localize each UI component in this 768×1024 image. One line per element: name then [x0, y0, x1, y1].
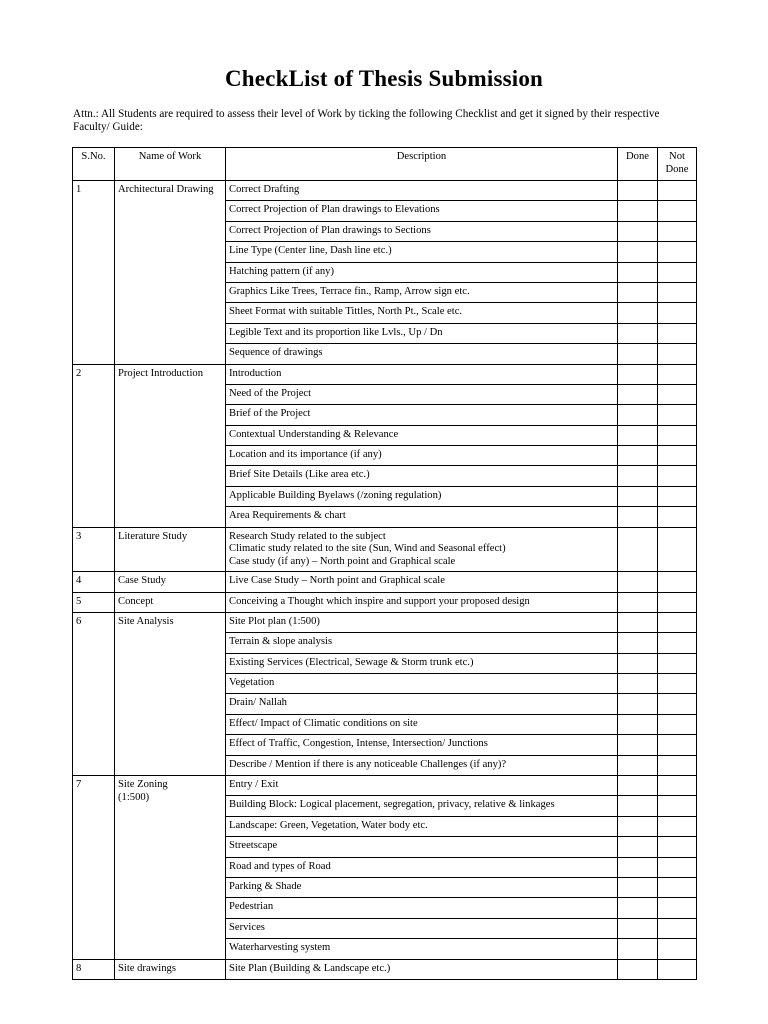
item-description: Waterharvesting system: [226, 939, 618, 959]
done-checkbox-cell[interactable]: [618, 755, 658, 775]
item-description: Location and its importance (if any): [226, 446, 618, 466]
done-checkbox-cell[interactable]: [618, 405, 658, 425]
page-title: CheckList of Thesis Submission: [224, 66, 544, 91]
not-done-checkbox-cell[interactable]: [658, 898, 697, 918]
checklist-body: [73, 181, 697, 980]
checklist-table: [72, 147, 697, 980]
not-done-checkbox-cell[interactable]: [658, 446, 697, 466]
not-done-checkbox-cell[interactable]: [658, 262, 697, 282]
done-checkbox-cell[interactable]: [618, 486, 658, 506]
item-description: Correct Drafting: [226, 181, 618, 201]
not-done-checkbox-cell[interactable]: [658, 425, 697, 445]
item-description: Terrain & slope analysis: [226, 633, 618, 653]
done-checkbox-cell[interactable]: [618, 572, 658, 592]
done-checkbox-cell[interactable]: [618, 653, 658, 673]
not-done-checkbox-cell[interactable]: [658, 694, 697, 714]
done-checkbox-cell[interactable]: [618, 857, 658, 877]
section-name: Site drawings: [115, 959, 226, 979]
not-done-checkbox-cell[interactable]: [658, 527, 697, 572]
item-description: Sequence of drawings: [226, 344, 618, 364]
not-done-checkbox-cell[interactable]: [658, 344, 697, 364]
done-checkbox-cell[interactable]: [618, 796, 658, 816]
table-row: [73, 612, 697, 632]
section-number: 2: [73, 364, 115, 527]
done-checkbox-cell[interactable]: [618, 323, 658, 343]
item-description: Sheet Format with suitable Tittles, North Pt., Scale etc.: [226, 303, 618, 323]
not-done-checkbox-cell[interactable]: [658, 282, 697, 302]
item-description: Research Study related to the subject Climatic study related to the site (Sun, Wind and Seasonal effect) Case study (if any) – North point and Graphical scale: [226, 527, 618, 572]
not-done-checkbox-cell[interactable]: [658, 221, 697, 241]
item-description: Parking & Shade: [226, 878, 618, 898]
not-done-checkbox-cell[interactable]: [658, 592, 697, 612]
done-checkbox-cell[interactable]: [618, 181, 658, 201]
not-done-checkbox-cell[interactable]: [658, 405, 697, 425]
done-checkbox-cell[interactable]: [618, 242, 658, 262]
done-checkbox-cell[interactable]: [618, 714, 658, 734]
not-done-checkbox-cell[interactable]: [658, 674, 697, 694]
table-row: [73, 181, 697, 201]
item-description: Live Case Study – North point and Graphical scale: [226, 572, 618, 592]
not-done-checkbox-cell[interactable]: [658, 959, 697, 979]
not-done-checkbox-cell[interactable]: [658, 633, 697, 653]
done-checkbox-cell[interactable]: [618, 878, 658, 898]
done-checkbox-cell[interactable]: [618, 303, 658, 323]
item-description: Building Block: Logical placement, segregation, privacy, relative & linkages: [226, 796, 618, 816]
done-checkbox-cell[interactable]: [618, 837, 658, 857]
not-done-checkbox-cell[interactable]: [658, 857, 697, 877]
not-done-checkbox-cell[interactable]: [658, 714, 697, 734]
not-done-checkbox-cell[interactable]: [658, 466, 697, 486]
table-row: [73, 572, 697, 592]
not-done-checkbox-cell[interactable]: [658, 323, 697, 343]
done-checkbox-cell[interactable]: [618, 735, 658, 755]
item-description: Services: [226, 918, 618, 938]
section-number: 1: [73, 181, 115, 365]
done-checkbox-cell[interactable]: [618, 918, 658, 938]
header-done: Done: [618, 148, 658, 181]
done-checkbox-cell[interactable]: [618, 201, 658, 221]
item-description: Describe / Mention if there is any noticeable Challenges (if any)?: [226, 755, 618, 775]
not-done-checkbox-cell[interactable]: [658, 735, 697, 755]
section-name: Architectural Drawing: [115, 181, 226, 365]
done-checkbox-cell[interactable]: [618, 221, 658, 241]
section-name: Site Analysis: [115, 612, 226, 775]
section-number: 3: [73, 527, 115, 572]
item-description: Landscape: Green, Vegetation, Water body etc.: [226, 816, 618, 836]
not-done-checkbox-cell[interactable]: [658, 776, 697, 796]
section-name: Literature Study: [115, 527, 226, 572]
header-sno: S.No.: [73, 148, 115, 181]
done-checkbox-cell[interactable]: [618, 446, 658, 466]
not-done-checkbox-cell[interactable]: [658, 303, 697, 323]
done-checkbox-cell[interactable]: [618, 898, 658, 918]
item-description: Line Type (Center line, Dash line etc.): [226, 242, 618, 262]
item-description: Streetscape: [226, 837, 618, 857]
done-checkbox-cell[interactable]: [618, 959, 658, 979]
item-description: Pedestrian: [226, 898, 618, 918]
item-description: Road and types of Road: [226, 857, 618, 877]
section-name: Concept: [115, 592, 226, 612]
not-done-checkbox-cell[interactable]: [658, 816, 697, 836]
section-name: Case Study: [115, 572, 226, 592]
done-checkbox-cell[interactable]: [618, 592, 658, 612]
item-description: Correct Projection of Plan drawings to Elevations: [226, 201, 618, 221]
section-name: Site Zoning (1:500): [115, 776, 226, 960]
item-description: Effect of Traffic, Congestion, Intense, Intersection/ Junctions: [226, 735, 618, 755]
not-done-checkbox-cell[interactable]: [658, 918, 697, 938]
table-header-row: [73, 148, 697, 181]
item-description: Applicable Building Byelaws (/zoning regulation): [226, 486, 618, 506]
header-description: Description: [226, 148, 618, 181]
section-number: 7: [73, 776, 115, 960]
done-checkbox-cell[interactable]: [618, 262, 658, 282]
item-description: Area Requirements & chart: [226, 507, 618, 527]
not-done-checkbox-cell[interactable]: [658, 796, 697, 816]
item-description: Contextual Understanding & Relevance: [226, 425, 618, 445]
item-description: Need of the Project: [226, 384, 618, 404]
done-checkbox-cell[interactable]: [618, 527, 658, 572]
item-description: Introduction: [226, 364, 618, 384]
done-checkbox-cell[interactable]: [618, 364, 658, 384]
item-description: Graphics Like Trees, Terrace fin., Ramp, Arrow sign etc.: [226, 282, 618, 302]
not-done-checkbox-cell[interactable]: [658, 612, 697, 632]
table-row: [73, 592, 697, 612]
section-number: 4: [73, 572, 115, 592]
not-done-checkbox-cell[interactable]: [658, 939, 697, 959]
item-description: Site Plot plan (1:500): [226, 612, 618, 632]
not-done-checkbox-cell[interactable]: [658, 201, 697, 221]
item-description: Existing Services (Electrical, Sewage & Storm trunk etc.): [226, 653, 618, 673]
not-done-checkbox-cell[interactable]: [658, 755, 697, 775]
not-done-checkbox-cell[interactable]: [658, 384, 697, 404]
item-description: Brief Site Details (Like area etc.): [226, 466, 618, 486]
item-description: Drain/ Nallah: [226, 694, 618, 714]
not-done-checkbox-cell[interactable]: [658, 507, 697, 527]
item-description: Effect/ Impact of Climatic conditions on site: [226, 714, 618, 734]
done-checkbox-cell[interactable]: [618, 466, 658, 486]
header-name-of-work: Name of Work: [115, 148, 226, 181]
item-description: Legible Text and its proportion like Lvls., Up / Dn: [226, 323, 618, 343]
done-checkbox-cell[interactable]: [618, 939, 658, 959]
done-checkbox-cell[interactable]: [618, 694, 658, 714]
item-description: Brief of the Project: [226, 405, 618, 425]
not-done-checkbox-cell[interactable]: [658, 653, 697, 673]
done-checkbox-cell[interactable]: [618, 384, 658, 404]
section-number: 6: [73, 612, 115, 775]
done-checkbox-cell[interactable]: [618, 612, 658, 632]
item-description: Site Plan (Building & Landscape etc.): [226, 959, 618, 979]
section-number: 8: [73, 959, 115, 979]
table-row: [73, 364, 697, 384]
section-number: 5: [73, 592, 115, 612]
item-description: Vegetation: [226, 674, 618, 694]
item-description: Hatching pattern (if any): [226, 262, 618, 282]
not-done-checkbox-cell[interactable]: [658, 181, 697, 201]
header-not-done: Not Done: [658, 148, 697, 181]
done-checkbox-cell[interactable]: [618, 425, 658, 445]
table-row: [73, 527, 697, 572]
not-done-checkbox-cell[interactable]: [658, 242, 697, 262]
done-checkbox-cell[interactable]: [618, 816, 658, 836]
item-description: Entry / Exit: [226, 776, 618, 796]
section-name: Project Introduction: [115, 364, 226, 527]
item-description: Correct Projection of Plan drawings to Sections: [226, 221, 618, 241]
not-done-checkbox-cell[interactable]: [658, 572, 697, 592]
not-done-checkbox-cell[interactable]: [658, 364, 697, 384]
not-done-checkbox-cell[interactable]: [658, 486, 697, 506]
table-row: [73, 776, 697, 796]
done-checkbox-cell[interactable]: [618, 282, 658, 302]
item-description: Conceiving a Thought which inspire and support your proposed design: [226, 592, 618, 612]
done-checkbox-cell[interactable]: [618, 633, 658, 653]
done-checkbox-cell[interactable]: [618, 776, 658, 796]
not-done-checkbox-cell[interactable]: [658, 878, 697, 898]
table-row: [73, 959, 697, 979]
not-done-checkbox-cell[interactable]: [658, 837, 697, 857]
done-checkbox-cell[interactable]: [618, 344, 658, 364]
instructions-text: Attn.: All Students are required to assess their level of Work by ticking the following Checklist and get it signed by their respective Faculty/ Guide:: [73, 108, 660, 133]
done-checkbox-cell[interactable]: [618, 507, 658, 527]
done-checkbox-cell[interactable]: [618, 674, 658, 694]
